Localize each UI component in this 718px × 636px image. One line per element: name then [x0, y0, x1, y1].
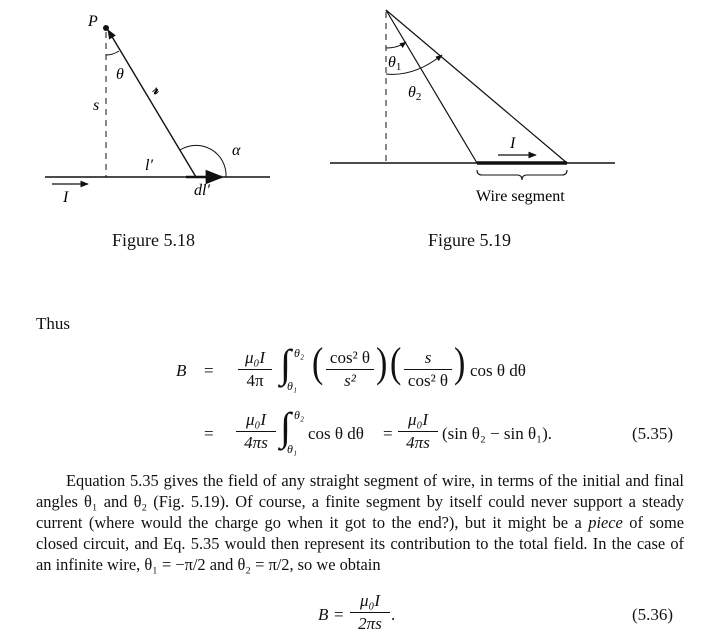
- label-theta2: θ2: [408, 84, 422, 103]
- line-to-start: [386, 10, 477, 163]
- eq535-upper-limit-2: θ₂: [294, 408, 305, 422]
- eq535-paren-close-2: ): [454, 340, 466, 387]
- point-p: [103, 25, 109, 31]
- theta-arc: [106, 51, 119, 55]
- label-lprime: l′: [145, 157, 153, 174]
- eq536-equals: =: [334, 605, 344, 624]
- eq535-result: (sin θ₂ − sin θ₁).: [442, 424, 552, 443]
- label-theta: θ: [116, 66, 124, 83]
- label-wire-segment: Wire segment: [476, 188, 565, 205]
- label-alpha: α: [232, 142, 241, 159]
- eq535-frac-mu0i-4pis: μ₀I 4πs: [236, 410, 276, 453]
- eq535-frac-s-cos2: s cos² θ: [404, 348, 452, 391]
- thus-text: Thus: [36, 314, 70, 333]
- eq535-number: (5.35): [632, 424, 674, 443]
- label-r: 𝓇: [152, 82, 159, 98]
- label-current: I: [63, 189, 69, 206]
- caption-figure-5-19: Figure 5.19: [428, 230, 511, 250]
- eq535-paren-open-1: (: [312, 340, 324, 387]
- label-theta1: θ1: [388, 54, 402, 73]
- eq536-period: .: [391, 605, 396, 624]
- eq535-lower-limit-1: θ₁: [287, 379, 298, 393]
- eq535-upper-limit-1: θ₂: [294, 346, 305, 360]
- label-p: P: [88, 13, 98, 30]
- eq535-costheta-dtheta-2: cos θ dθ: [308, 424, 364, 443]
- label-s: s: [93, 97, 100, 114]
- eq535-paren-open-2: (: [390, 340, 402, 387]
- eq535-frac-cos2-s2: cos² θ s²: [326, 348, 374, 391]
- eq535-frac-mu0i-4pis-2: μ₀I 4πs: [398, 410, 438, 453]
- body-paragraph: Equation 5.35 gives the field of any straight segment of wire, in terms of the initial and final angles θ₁ and θ₂ (Fig. 5.19). Of course, a finite segment by itself could never support a steady current (where would the charge go when it got to the end?), but it might be a piece of some closed circuit, and Eq. 5.35 would then represent its contribution to the total field. In the case of an infinite wire, θ₁ = −π/2 and θ₂ = π/2, so we obtain: [36, 471, 684, 574]
- label-current: I: [510, 135, 516, 152]
- eq535-integral-1: ∫: [280, 341, 291, 386]
- eq536-lhs-b: B: [318, 605, 329, 624]
- eq535-integral-2: ∫: [280, 404, 291, 449]
- eq535-equals-2: =: [204, 424, 214, 443]
- eq535-frac-mu0i-4pi: μ₀I 4π: [238, 348, 272, 391]
- eq536-number: (5.36): [632, 605, 674, 624]
- label-dl: dl′: [194, 182, 210, 199]
- eq536-frac: μ₀I 2πs: [350, 591, 390, 634]
- segment-brace: [477, 170, 567, 180]
- separation-vector: [108, 30, 196, 177]
- eq535-equals-1: =: [204, 361, 214, 380]
- eq535-lhs-b: B: [176, 361, 187, 380]
- eq535-paren-close-1: ): [376, 340, 388, 387]
- theta1-arc: [386, 42, 406, 48]
- figure-5-19: [320, 0, 680, 215]
- eq535-equals-3: =: [383, 424, 393, 443]
- figure-5-18: [0, 0, 300, 215]
- eq535-costheta-dtheta-1: cos θ dθ: [470, 361, 526, 380]
- caption-figure-5-18: Figure 5.18: [112, 230, 195, 250]
- eq535-lower-limit-2: θ₁: [287, 442, 298, 456]
